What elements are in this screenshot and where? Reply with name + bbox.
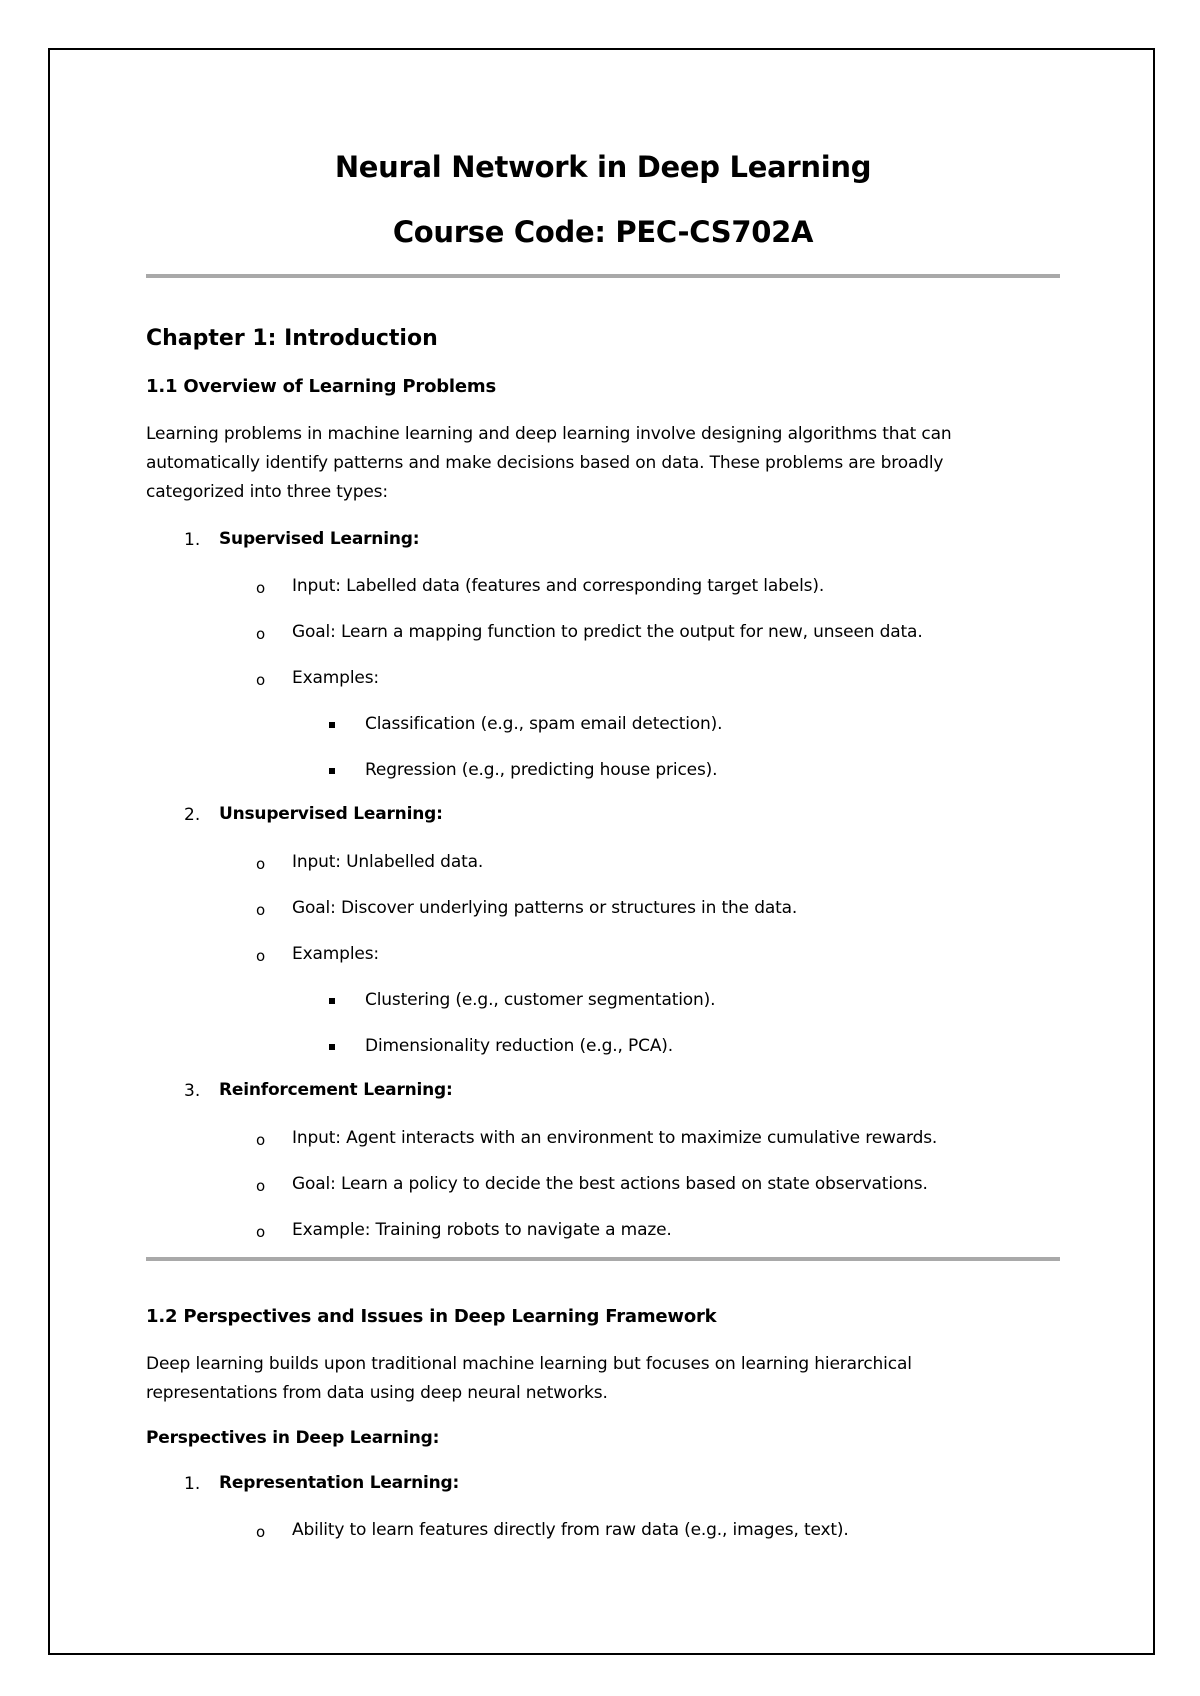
list-item: Dimensionality reduction (e.g., PCA). [365,1036,674,1056]
item-label: Example: [292,1220,371,1240]
list-item-title: Supervised Learning: [219,529,420,549]
page-border [48,48,1155,1655]
list-item: Clustering (e.g., customer segmentation). [365,990,716,1010]
item-text: Agent interacts with an environment to maximize cumulative rewards. [346,1128,938,1148]
item-label: Input: [292,1128,341,1148]
list-item [292,622,923,642]
paragraph-line: automatically identify patterns and make decisions based on data. These problems are broadly [146,453,944,473]
circle-bullet-icon: o [256,901,266,919]
chapter-heading: Chapter 1: Introduction [146,326,438,351]
course-code: Course Code: PEC-CS702A [392,215,814,249]
circle-bullet-icon: o [256,1177,266,1195]
list-item-title: Representation Learning: [219,1473,460,1493]
section-heading: 1.1 Overview of Learning Problems [146,376,496,397]
circle-bullet-icon: o [256,671,266,689]
item-label: Goal: [292,622,336,642]
list-item [292,1220,672,1240]
item-text: Learn a mapping function to predict the output for new, unseen data. [340,622,923,642]
intro-paragraph [146,1350,912,1408]
list-item-title: Reinforcement Learning: [219,1080,453,1100]
list-item: Examples: [292,944,379,964]
circle-bullet-icon: o [256,579,266,597]
item-label: Goal: [292,898,336,918]
list-item [292,898,797,918]
horizontal-rule [146,1257,1060,1261]
list-item [292,1128,937,1148]
horizontal-rule [146,274,1060,278]
circle-bullet-icon: o [256,1131,266,1149]
list-number: 3. [184,1081,201,1101]
list-number: 1. [184,530,201,550]
paragraph-line: Learning problems in machine learning and deep learning involve designing algorithms that can [146,424,952,444]
intro-paragraph [146,420,952,507]
list-item: Examples: [292,668,379,688]
subheading: Perspectives in Deep Learning: [146,1428,440,1448]
item-text: Training robots to navigate a maze. [375,1220,672,1240]
paragraph-line: Deep learning builds upon traditional machine learning but focuses on learning hierarchical [146,1354,912,1374]
list-item [292,852,483,872]
circle-bullet-icon: o [256,625,266,643]
paragraph-line: representations from data using deep neural networks. [146,1383,608,1403]
square-bullet-icon [329,768,335,774]
item-label: Input: [292,852,341,872]
circle-bullet-icon: o [256,947,266,965]
list-number: 1. [184,1474,201,1494]
list-item [292,1174,928,1194]
circle-bullet-icon: o [256,855,266,873]
list-number: 2. [184,805,201,825]
item-text: Unlabelled data. [346,852,484,872]
list-item: Classification (e.g., spam email detection). [365,714,723,734]
item-label: Input: [292,576,341,596]
paragraph-line: categorized into three types: [146,482,388,502]
list-item [292,576,824,596]
square-bullet-icon [329,998,335,1004]
list-item: Regression (e.g., predicting house prices). [365,760,718,780]
item-label: Goal: [292,1174,336,1194]
item-text: Discover underlying patterns or structures in the data. [340,898,798,918]
document-title: Neural Network in Deep Learning [334,150,872,184]
circle-bullet-icon: o [256,1223,266,1241]
item-text: Learn a policy to decide the best actions based on state observations. [340,1174,928,1194]
circle-bullet-icon: o [256,1523,266,1541]
square-bullet-icon [329,1044,335,1050]
list-item-title: Unsupervised Learning: [219,804,443,824]
square-bullet-icon [329,722,335,728]
section-heading: 1.2 Perspectives and Issues in Deep Learning Framework [146,1306,717,1327]
item-text: Labelled data (features and corresponding target labels). [346,576,825,596]
list-item: Ability to learn features directly from raw data (e.g., images, text). [292,1520,849,1540]
